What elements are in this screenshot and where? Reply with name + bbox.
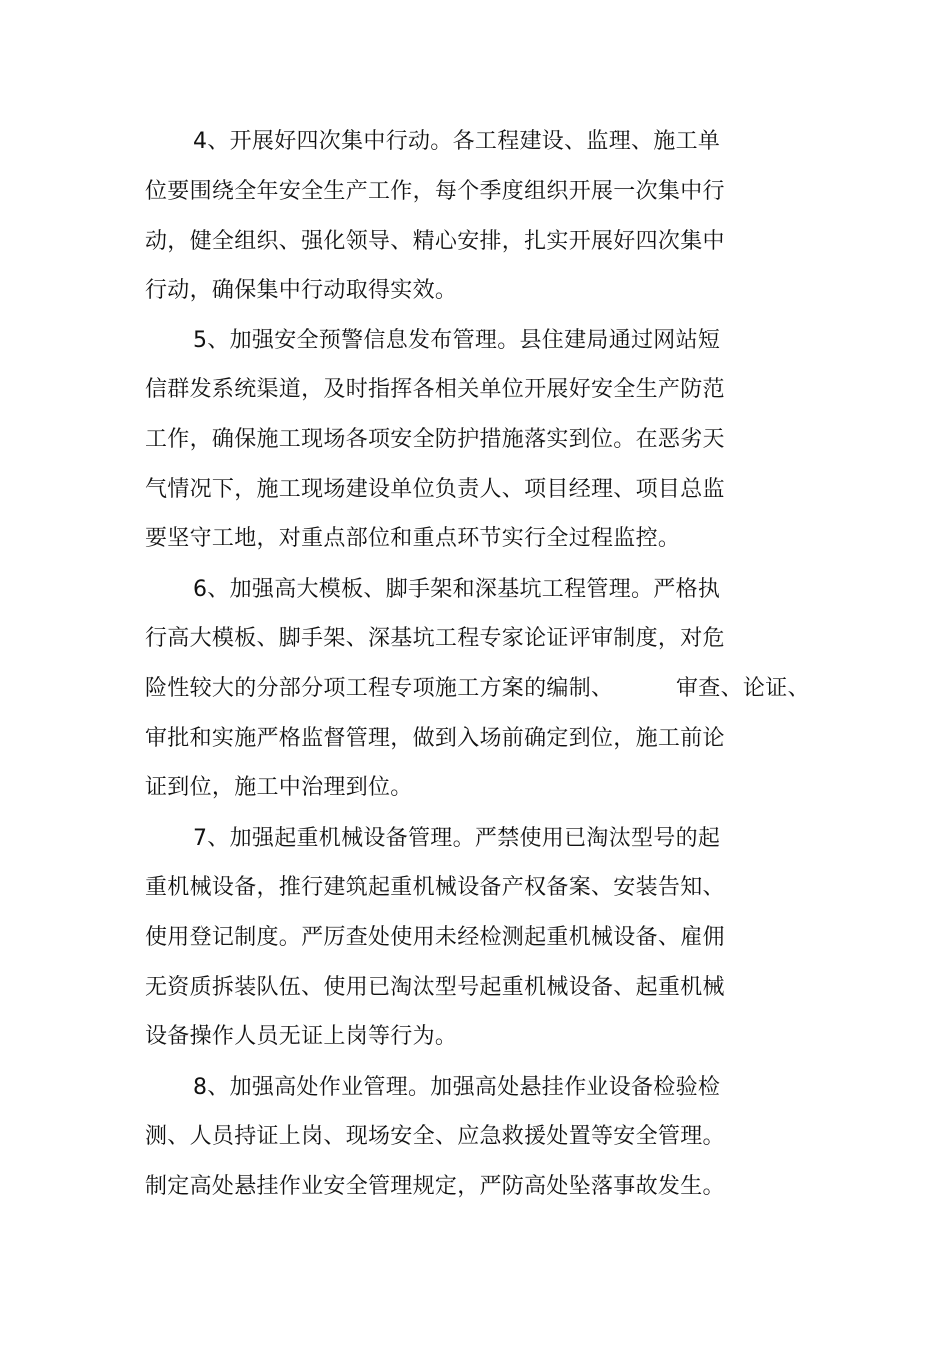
paragraph-5-line-2: 信群发系统渠道，及时指挥各相关单位开展好安全生产防范 bbox=[145, 377, 725, 402]
paragraph-5-line-4: 气情况下，施工现场建设单位负责人、项目经理、项目总监 bbox=[145, 477, 725, 502]
paragraph-8-line-1: 8、加强高处作业管理。加强高处悬挂作业设备检验检 bbox=[193, 1075, 721, 1100]
paragraph-7-line-5: 设备操作人员无证上岗等行为。 bbox=[145, 1024, 458, 1049]
paragraph-7-line-2: 重机械设备，推行建筑起重机械设备产权备案、安装告知、 bbox=[145, 875, 725, 900]
paragraph-6-line-3: 险性较大的分部分项工程专项施工方案的编制、 bbox=[145, 676, 614, 701]
paragraph-6-line-4: 审批和实施严格监督管理，做到入场前确定到位，施工前论 bbox=[145, 726, 725, 751]
paragraph-5-line-5: 要坚守工地，对重点部位和重点环节实行全过程监控。 bbox=[145, 526, 681, 551]
paragraph-6-line-1: 6、加强高大模板、脚手架和深基坑工程管理。严格执 bbox=[193, 577, 721, 602]
paragraph-4-line-4: 行动，确保集中行动取得实效。 bbox=[145, 278, 458, 303]
paragraph-6-line-3-right: 审查、论证、 bbox=[676, 676, 810, 701]
paragraph-6-line-2: 行高大模板、脚手架、深基坑工程专家论证评审制度，对危 bbox=[145, 626, 725, 651]
paragraph-8-line-2: 测、人员持证上岗、现场安全、应急救援处置等安全管理。 bbox=[145, 1124, 725, 1149]
paragraph-4-line-3: 动，健全组织、强化领导、精心安排，扎实开展好四次集中 bbox=[145, 229, 725, 254]
paragraph-7-line-1: 7、加强起重机械设备管理。严禁使用已淘汰型号的起 bbox=[193, 826, 721, 851]
paragraph-6-line-5: 证到位，施工中治理到位。 bbox=[145, 775, 413, 800]
paragraph-4-line-2: 位要围绕全年安全生产工作，每个季度组织开展一次集中行 bbox=[145, 179, 725, 204]
paragraph-7-line-3: 使用登记制度。严厉查处使用未经检测起重机械设备、雇佣 bbox=[145, 925, 725, 950]
paragraph-8-line-3: 制定高处悬挂作业安全管理规定，严防高处坠落事故发生。 bbox=[145, 1174, 725, 1199]
paragraph-4-line-1: 4、开展好四次集中行动。各工程建设、监理、施工单 bbox=[193, 129, 721, 154]
paragraph-7-line-4: 无资质拆装队伍、使用已淘汰型号起重机械设备、起重机械 bbox=[145, 975, 725, 1000]
paragraph-5-line-1: 5、加强安全预警信息发布管理。县住建局通过网站短 bbox=[193, 328, 721, 353]
paragraph-5-line-3: 工作，确保施工现场各项安全防护措施落实到位。在恶劣天 bbox=[145, 427, 725, 452]
